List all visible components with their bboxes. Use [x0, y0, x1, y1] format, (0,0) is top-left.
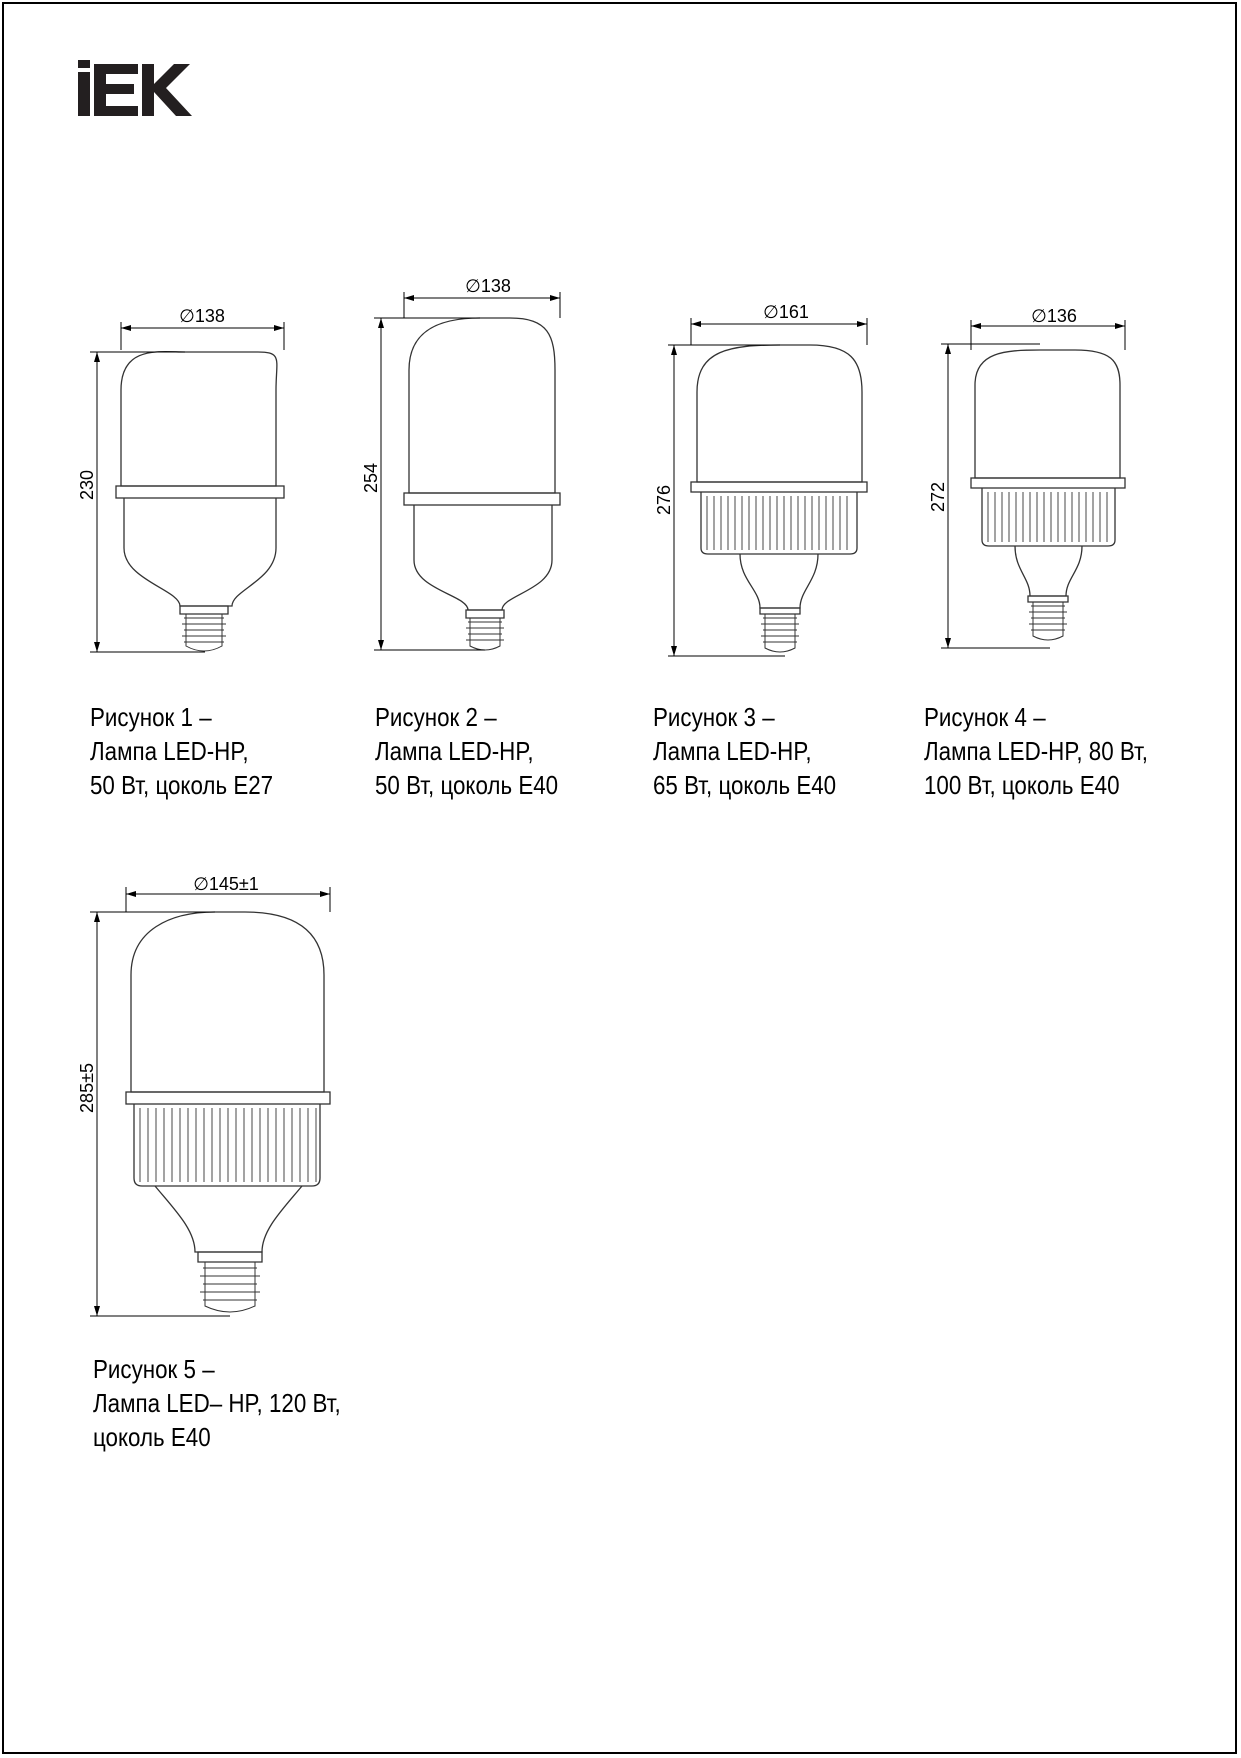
- caption-line: 100 Вт, цоколь E40: [924, 770, 1120, 800]
- lamp-figure-5: [90, 887, 330, 1316]
- height-label-5: 285±5: [77, 1063, 97, 1113]
- caption-line: 50 Вт, цоколь E27: [90, 770, 274, 800]
- diameter-label-3: ∅161: [763, 302, 809, 322]
- caption-figure-2: [375, 700, 558, 802]
- lamp-figure-4: [941, 320, 1125, 648]
- caption-line: Рисунок 2 –: [375, 702, 497, 732]
- caption-line: Рисунок 4 –: [924, 702, 1046, 732]
- diameter-label-4: ∅136: [1031, 306, 1077, 326]
- caption-line: Лампа LED-HP,: [375, 736, 534, 766]
- diameter-label-2: ∅138: [465, 276, 511, 296]
- caption-line: Лампа LED-HP,: [90, 736, 249, 766]
- height-label-1: 230: [77, 469, 97, 501]
- diameter-label-1: ∅138: [179, 306, 225, 326]
- caption-figure-4: [924, 700, 1148, 802]
- caption-line: 65 Вт, цоколь E40: [653, 770, 837, 800]
- caption-line: Рисунок 1 –: [90, 702, 212, 732]
- caption-figure-1: [90, 700, 273, 802]
- caption-line: цоколь E40: [93, 1422, 211, 1452]
- caption-line: Рисунок 3 –: [653, 702, 775, 732]
- height-label-3: 276: [654, 484, 674, 516]
- diameter-label-5: ∅145±1: [193, 874, 259, 894]
- lamp-figure-1: [90, 322, 284, 652]
- height-label-2: 254: [361, 462, 381, 494]
- height-label-4: 272: [928, 481, 948, 513]
- caption-figure-5: [93, 1352, 341, 1454]
- caption-line: Лампа LED– HP, 120 Вт,: [93, 1388, 341, 1418]
- caption-line: Лампа LED-HP, 80 Вт,: [924, 736, 1149, 766]
- caption-line: Лампа LED-HP,: [653, 736, 812, 766]
- caption-line: Рисунок 5 –: [93, 1354, 215, 1384]
- lamp-figure-3: [668, 318, 867, 656]
- caption-figure-3: [653, 700, 836, 802]
- caption-line: 50 Вт, цоколь E40: [375, 770, 559, 800]
- lamp-figure-2: [374, 292, 560, 650]
